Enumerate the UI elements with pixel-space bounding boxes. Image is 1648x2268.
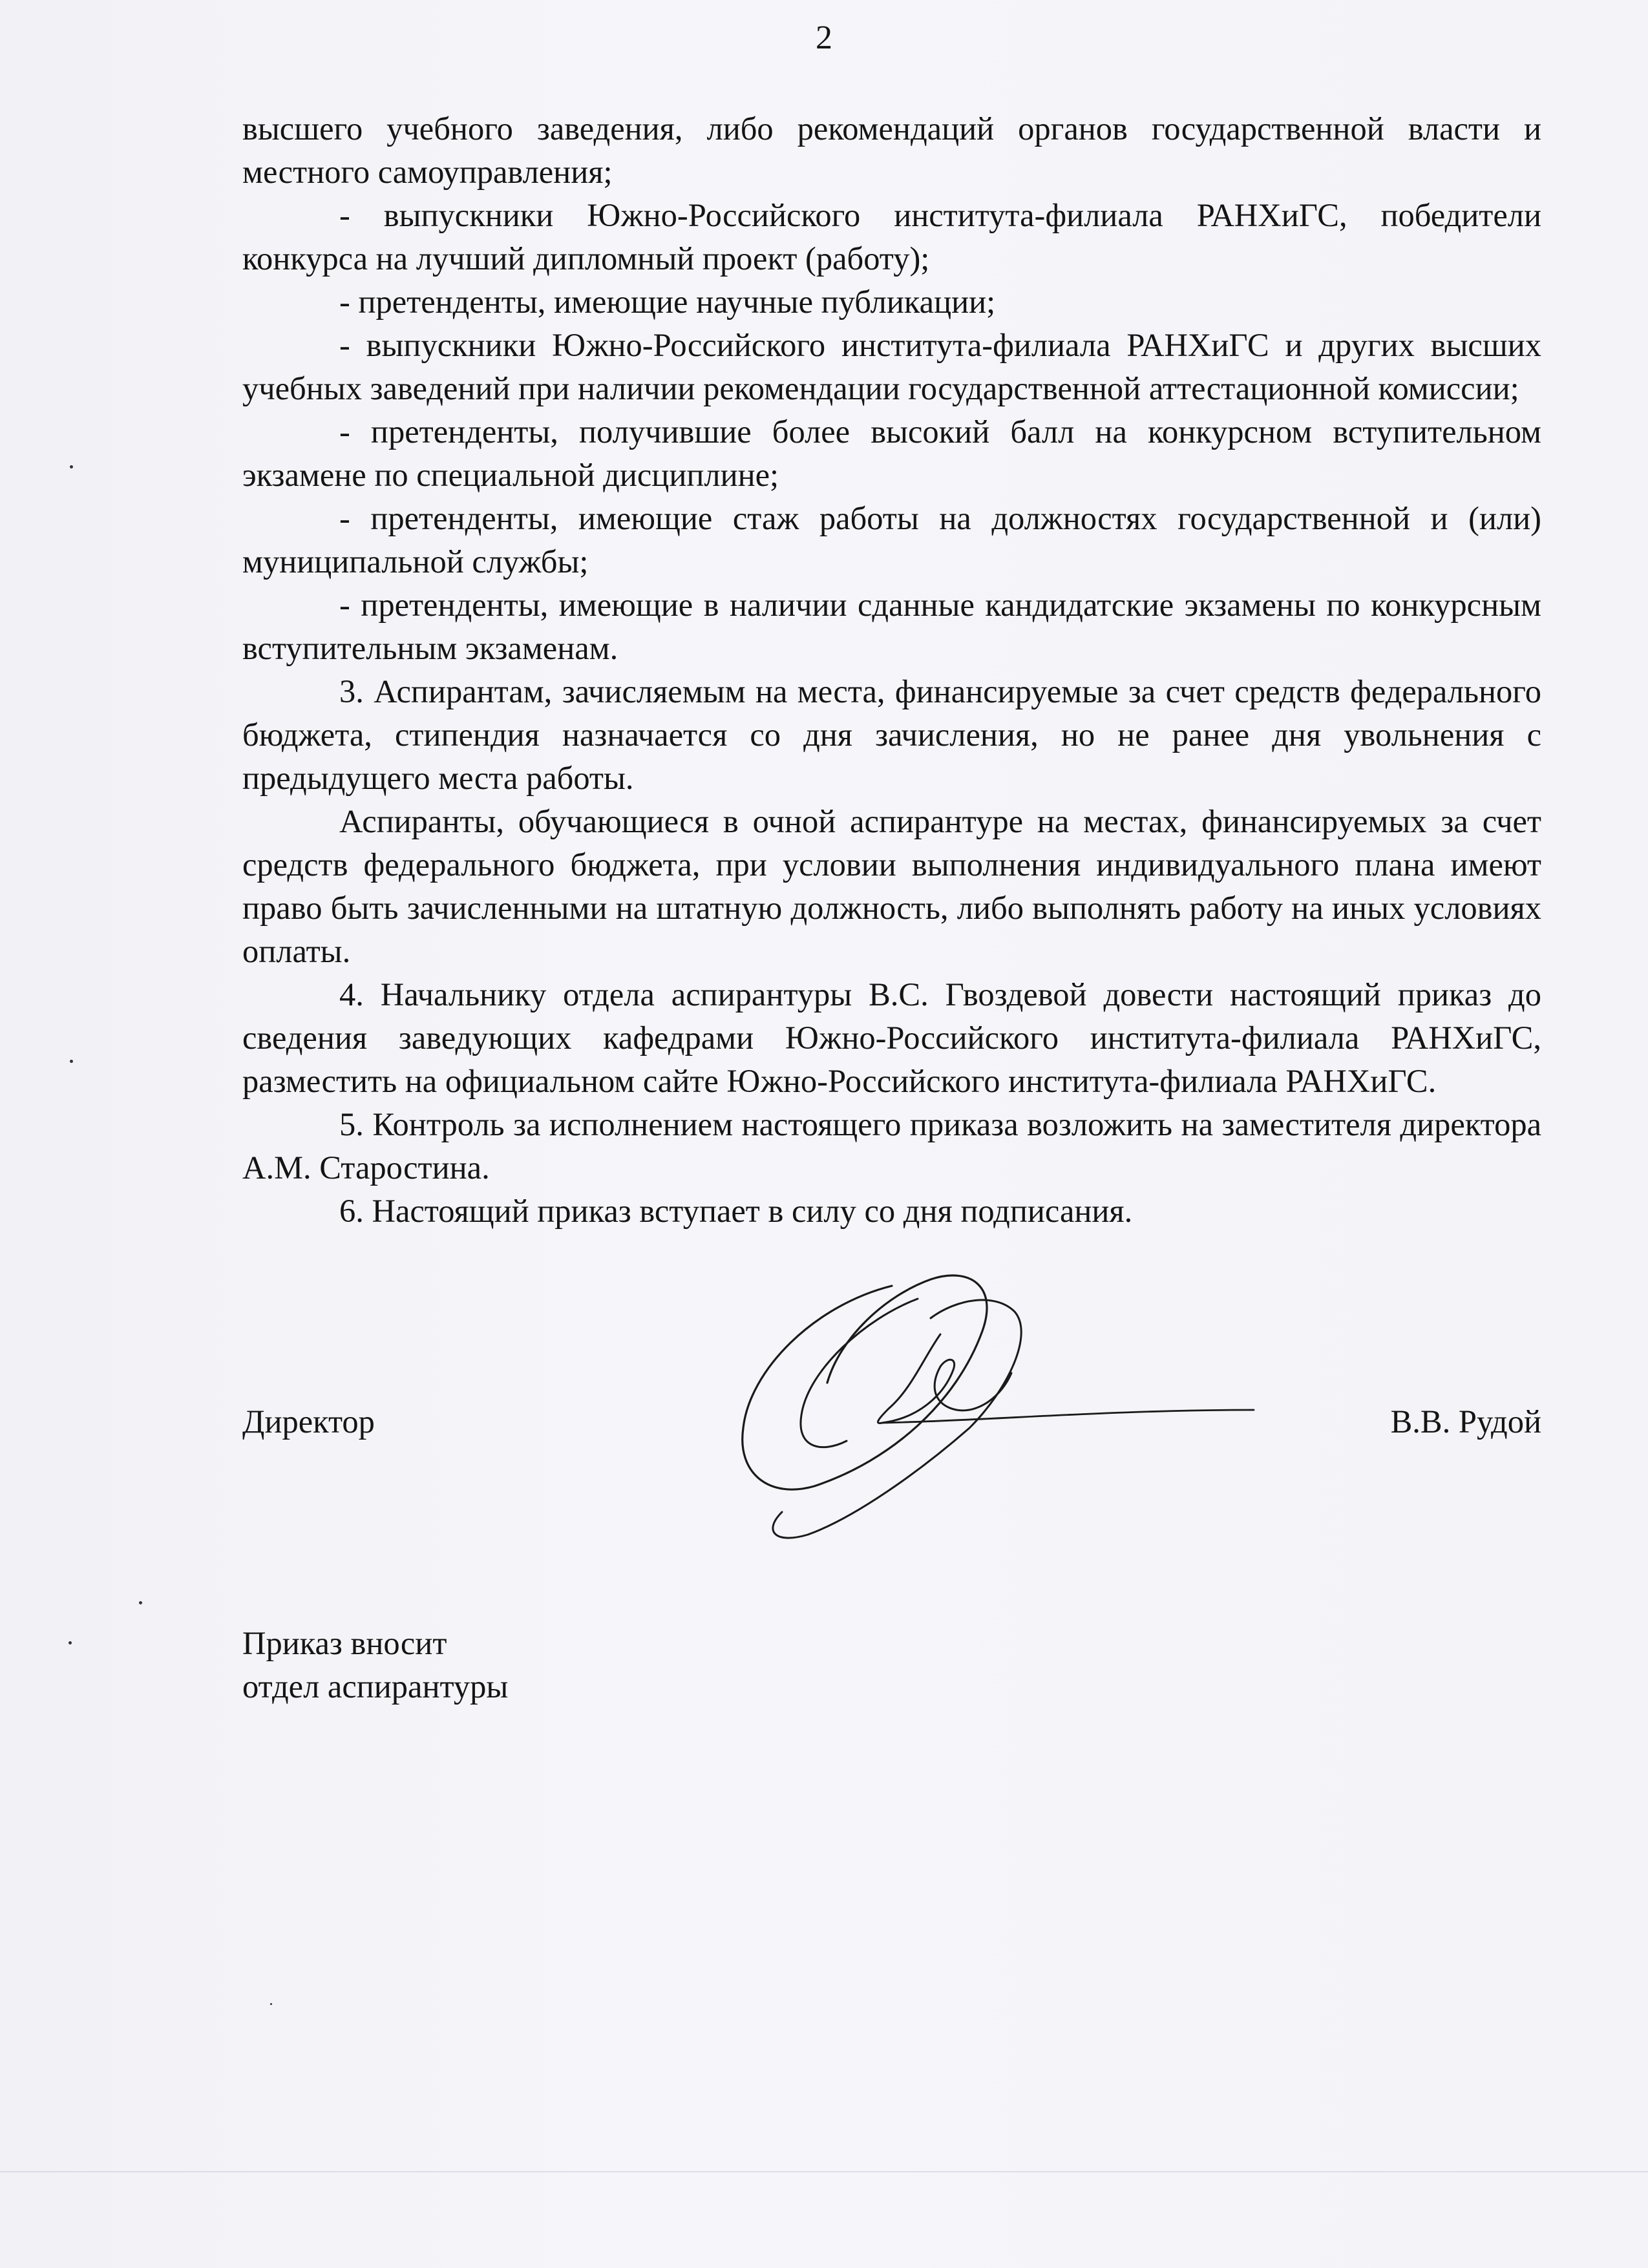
scan-speck <box>139 1601 142 1604</box>
list-item-high-score: - претенденты, получившие более высокий балл на конкурсном вступительном экзамене по специальной дисциплине; <box>242 414 1541 493</box>
scan-speck <box>270 2003 272 2005</box>
list-item-graduates-contest: - выпускники Южно-Российского института-филиала РАНХиГС, победители конкурса на лучший дипломный проект (работу); <box>242 197 1541 277</box>
scan-speck <box>70 1060 73 1063</box>
page-number: 2 <box>816 19 832 56</box>
list-item-publications: - претенденты, имеющие научные публикации; <box>339 284 996 320</box>
signer-position: Директор <box>242 1403 375 1440</box>
clause-3-stipend: 3. Аспирантам, зачисляемым на места, финансируемые за счет средств федерального бюджета, стипендия назначается со дня зачисления, но не ранее дня увольнения с предыдущего места работы. <box>242 673 1541 796</box>
clause-5-control: 5. Контроль за исполнением настоящего приказа возложить на заместителя директора А.М. Старостина. <box>242 1106 1541 1186</box>
scan-speck <box>70 465 73 468</box>
clause-3-employment: Аспиранты, обучающиеся в очной аспирантуре на местах, финансируемых за счет средств федерального бюджета, при условии выполнения индивидуального плана имеют право быть зачисленными на штатную должность, либо выполнять работу на иных условиях оплаты. <box>242 803 1541 969</box>
list-item-graduates-recommendation: - выпускники Южно-Российского института-филиала РАНХиГС и других высших учебных заведений при наличии рекомендации государственной аттестационной комиссии; <box>242 327 1541 406</box>
scan-speck <box>69 1641 72 1644</box>
list-item-candidate-exams: - претенденты, имеющие в наличии сданные кандидатские экзамены по конкурсным вступительным экзаменам. <box>242 587 1541 666</box>
submitted-by-line-1: Приказ вносит <box>242 1625 447 1661</box>
clause-4-notify: 4. Начальнику отдела аспирантуры В.С. Гвоздевой довести настоящий приказ до сведения заведующих кафедрами Южно-Российского института-филиала РАНХиГС, разместить на официальном сайте Южно-Российского института-филиала РАНХиГС. <box>242 976 1541 1099</box>
clause-6-effective: 6. Настоящий приказ вступает в силу со дня подписания. <box>339 1193 1133 1229</box>
document-body <box>242 107 1541 1233</box>
signature-row <box>242 1399 1541 1444</box>
paragraph-continuation: высшего учебного заведения, либо рекомендаций органов государственной власти и местного самоуправления; <box>242 110 1541 190</box>
submitted-by-line-2: отдел аспирантуры <box>242 1668 509 1705</box>
list-item-service-experience: - претенденты, имеющие стаж работы на должностях государственной и (или) муниципальной службы; <box>242 500 1541 580</box>
signer-name: В.В. Рудой <box>1390 1403 1541 1440</box>
submitted-by-note <box>242 1622 508 1708</box>
scan-edge-line <box>0 2171 1648 2172</box>
